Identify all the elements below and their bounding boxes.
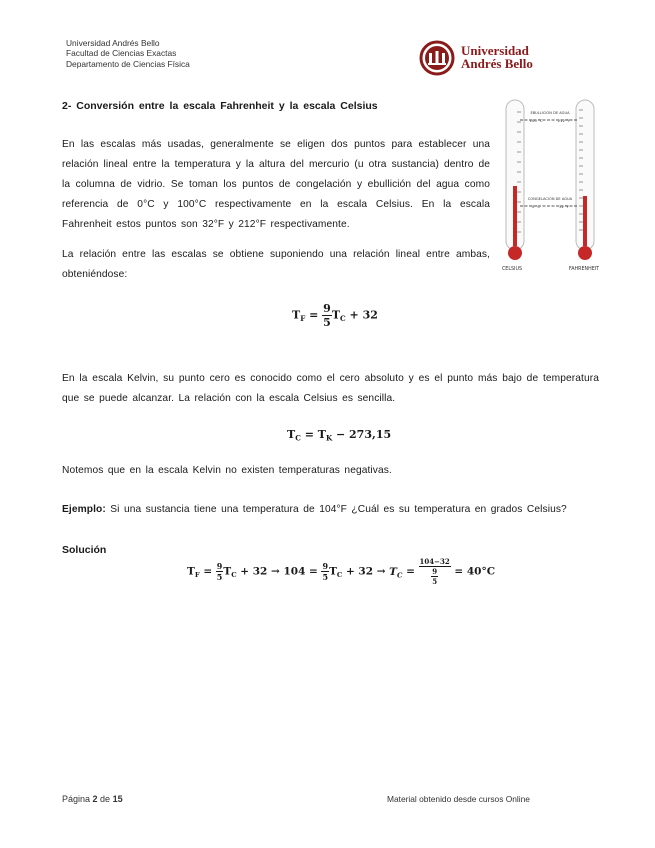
page-separator: de [97,794,113,804]
page-current: 2 [92,794,98,804]
solution-label: Solución [62,544,107,556]
example-text: Si una sustancia tiene una temperatura de 104°F ¿Cuál es su temperatura en grados Celsius? [105,504,567,515]
thermometer-figure [500,98,602,276]
footer-source: Material obtenido desde cursos Online [387,794,530,804]
page-prefix: Página [62,794,93,804]
header-faculty: Facultad de Ciencias Exactas [66,48,177,59]
freezing-label: CONGELACIÓN DE AGUA [527,197,573,201]
boil-fahrenheit: 212 °F [557,118,571,123]
ebullition-label: EBULLICIÓN DE AGUA [530,111,570,115]
example-statement [62,500,599,520]
freeze-fahrenheit: 32 °F [558,204,570,209]
university-logo [419,40,543,76]
page-number [62,794,123,804]
fahrenheit-label: FAHRENHEIT [568,267,600,272]
header-department: Departamento de Ciencias Física [66,58,190,69]
paragraph-kelvin: En la escala Kelvin, su punto cero es conocido como el cero absoluto y es el punto más bajo de temperatura que se puede alcanzar. La relación con la escala Celsius es sencilla. [62,373,599,404]
paragraph-linear-relation: La relación entre las escalas se obtiene suponiendo una relación lineal entre ambas, obteniéndose: [62,249,490,280]
logo-wordmark [461,45,533,70]
paragraph-scales: En las escalas más usadas, generalmente se eligen dos puntos para establecer una relación lineal entre la temperatura y la altura del mercurio (u otra sustancia) dentro de la columna de vidrio. Se toman los puntos de congelación y ebullición del agua como referencia de 0°C y 100°C respectivamente en la escala Celsius. En la escala Fahrenheit estos puntos son 32°F y 212°F respectivamente. [62,139,490,230]
thermometer-illustration [500,98,602,276]
freeze-celsius: 0 °C [531,204,541,209]
institution-header [66,38,190,69]
logo-line-2: Andrés Bello [461,55,533,71]
equation-solution: $T_F$ = $\frac{9}{5}$ $T_C + 32 \to 104$ = $\frac{9}{5}$ $T_C + 32 \to T_C$ = $\frac{104-32}{\frac{9}{5}}$ = 40°C [187,557,496,586]
header-university: Universidad Andrés Bello [66,38,160,48]
page-total: 15 [112,794,123,804]
example-label: Ejemplo: [62,504,106,515]
boil-celsius: 100 °C [529,118,543,123]
paragraph-kelvin-negatives: Notemos que en la escala Kelvin no existen temperaturas negativas. [62,465,392,476]
equation-fahrenheit-celsius: $T_F$ = $\frac{9}{5}$ $T_C + 32$ [292,302,378,329]
celsius-label: CELSIUS [501,267,523,272]
section-title: 2- Conversión entre la escala Fahrenheit y la escala Celsius [62,100,378,112]
equation-celsius-kelvin: $T_C = T_K - 273,15$ [287,428,392,443]
university-logo-icon [419,40,459,76]
logo-line-1: Universidad [461,43,529,58]
